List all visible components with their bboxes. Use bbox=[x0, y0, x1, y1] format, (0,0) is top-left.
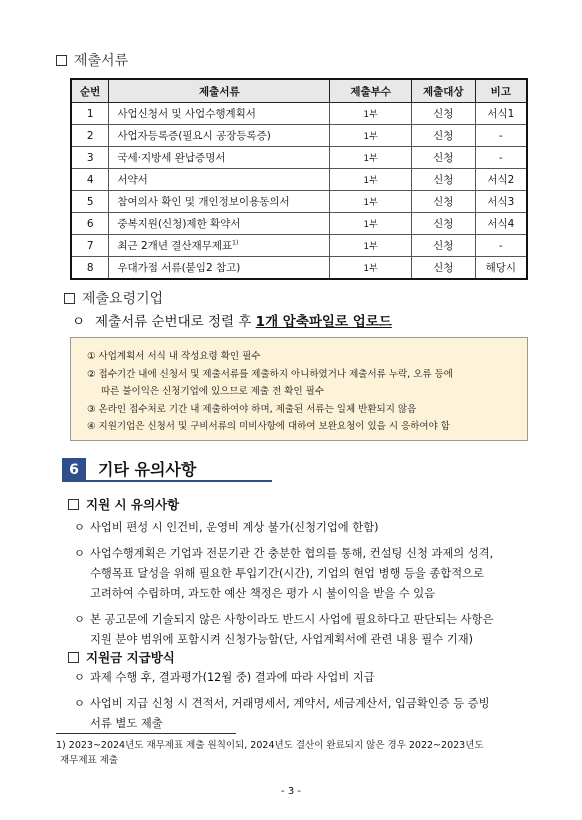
cell-copies-text: 1부 bbox=[363, 264, 378, 274]
cell-no-text: 3 bbox=[86, 151, 94, 164]
cell-target-text: 신청 bbox=[433, 108, 454, 120]
checkbox-square-icon bbox=[68, 499, 79, 510]
cell-copies bbox=[330, 125, 412, 147]
list-item-text: 본 공고문에 기술되지 않은 사항이라도 반드시 사업에 필요하다고 판단되는 사항은 bbox=[90, 613, 494, 626]
table-row bbox=[71, 147, 527, 169]
header-no: 순번 bbox=[71, 79, 109, 103]
cell-copies bbox=[330, 103, 412, 125]
cell-copies bbox=[330, 191, 412, 213]
section6-heading bbox=[62, 458, 272, 482]
cell-copies bbox=[330, 169, 412, 191]
cell-copies bbox=[330, 257, 412, 280]
cell-no-text: 6 bbox=[86, 217, 94, 230]
cell-target-text: 신청 bbox=[433, 152, 454, 164]
cell-doc-name-text: 국세·지방세 완납증명서 bbox=[117, 152, 226, 164]
cell-target-text: 신청 bbox=[433, 196, 454, 208]
cell-doc-name-text: 우대가점 서류(붙임2 참고) bbox=[117, 262, 241, 274]
cell-copies-text: 1부 bbox=[363, 110, 378, 120]
table-header-row bbox=[71, 79, 527, 103]
documents-table bbox=[70, 78, 528, 280]
section-guide-heading bbox=[64, 288, 163, 308]
circle-bullet-icon: ㅇ bbox=[74, 613, 85, 626]
list-item-text: 고려하여 수립하며, 과도한 예산 책정은 평가 시 불이익을 받을 수 있음 bbox=[90, 587, 436, 600]
circle-bullet-icon: ㅇ bbox=[74, 547, 85, 560]
header-note: 비고 bbox=[475, 79, 527, 103]
cell-doc-name bbox=[109, 125, 330, 147]
cell-target-text: 신청 bbox=[433, 218, 454, 230]
list-item-text: 과제 수행 후, 결과평가(12월 중) 결과에 따라 사업비 지급 bbox=[90, 671, 375, 684]
cell-target bbox=[411, 169, 475, 191]
list-item-text: 서류 별도 제출 bbox=[90, 717, 163, 730]
note-line: ② 접수기간 내에 신청서 및 제출서류를 제출하지 아니하였거나 제출서류 누락, 오류 등에 bbox=[87, 368, 453, 380]
circle-bullet-icon: ㅇ bbox=[74, 521, 85, 534]
cell-target bbox=[411, 213, 475, 235]
cell-note-text: 서식4 bbox=[487, 218, 515, 230]
circle-bullet-icon: ㅇ bbox=[74, 671, 85, 684]
checkbox-square-icon bbox=[68, 652, 79, 663]
cell-copies-text: 1부 bbox=[363, 242, 378, 252]
sub1-title: 지원 시 유의사항 bbox=[86, 497, 180, 512]
page-number: - 3 - bbox=[281, 786, 301, 797]
table-row bbox=[71, 103, 527, 125]
checkbox-square-icon bbox=[56, 55, 67, 66]
cell-copies bbox=[330, 147, 412, 169]
cell-target-text: 신청 bbox=[433, 262, 454, 274]
cell-no bbox=[71, 169, 109, 191]
divider bbox=[86, 480, 272, 482]
list-item-text: 지원 분야 범위에 포함시켜 신청가능함(단, 사업계획서에 관련 내용 필수 기재) bbox=[90, 633, 474, 646]
footnote-divider bbox=[56, 733, 236, 734]
cell-note-text: 서식1 bbox=[487, 108, 515, 120]
cell-note bbox=[475, 125, 527, 147]
sub1-heading bbox=[68, 495, 179, 513]
cell-note bbox=[475, 213, 527, 235]
cell-copies-text: 1부 bbox=[363, 154, 378, 164]
guide-bullet-emphasis: 1개 압축파일로 업로드 bbox=[255, 314, 392, 330]
list-item-text: 수행목표 달성을 위해 필요한 투입기간(시간), 기업의 현업 병행 등을 종합적으로 bbox=[90, 567, 484, 580]
cell-no bbox=[71, 191, 109, 213]
cell-note-text: 해당시 bbox=[485, 262, 517, 274]
cell-note-text: - bbox=[498, 129, 503, 142]
cell-doc-name bbox=[109, 191, 330, 213]
list-item-text: 사업비 편성 시 인건비, 운영비 계상 불가(신청기업에 한함) bbox=[90, 521, 379, 534]
cell-target-text: 신청 bbox=[433, 240, 454, 252]
cell-note-text: 서식2 bbox=[487, 174, 515, 186]
footnote-marker: 1) bbox=[232, 239, 239, 247]
section-guide-title: 제출요령기업 bbox=[82, 291, 164, 307]
cell-doc-name-text: 참여의사 확인 및 개인정보이용동의서 bbox=[117, 196, 290, 208]
table-row bbox=[71, 257, 527, 280]
header-copies: 제출부수 bbox=[330, 79, 412, 103]
checkbox-square-icon bbox=[64, 293, 75, 304]
footnote-line: 재무제표 제출 bbox=[60, 755, 119, 766]
circle-bullet-icon: ㅇ bbox=[74, 697, 85, 710]
section-docs-heading bbox=[56, 50, 128, 70]
cell-copies-text: 1부 bbox=[363, 220, 378, 230]
cell-note bbox=[475, 147, 527, 169]
cell-no-text: 2 bbox=[86, 129, 94, 142]
cell-doc-name bbox=[109, 213, 330, 235]
cell-doc-name bbox=[109, 257, 330, 280]
cell-doc-name-text: 최근 2개년 결산재무제표 bbox=[117, 240, 233, 252]
cell-note bbox=[475, 191, 527, 213]
notice-box bbox=[70, 337, 528, 441]
note-line: ① 사업계획서 서식 내 작성요령 확인 필수 bbox=[87, 351, 261, 362]
cell-copies-text: 1부 bbox=[363, 176, 378, 186]
cell-doc-name bbox=[109, 147, 330, 169]
cell-copies bbox=[330, 213, 412, 235]
list-item-text: 사업수행계획은 기업과 전문기관 간 충분한 협의를 통해, 컨설팅 신청 과제의 성격, bbox=[90, 547, 494, 560]
table-row bbox=[71, 125, 527, 147]
cell-copies-text: 1부 bbox=[363, 132, 378, 142]
cell-copies bbox=[330, 235, 412, 257]
cell-target-text: 신청 bbox=[433, 174, 454, 186]
sub2-title: 지원금 지급방식 bbox=[86, 650, 175, 665]
table-row bbox=[71, 235, 527, 257]
note-line: ④ 지원기업은 신청서 및 구비서류의 미비사항에 대하여 보완요청이 있을 시 응하여야 함 bbox=[87, 421, 450, 432]
cell-no-text: 7 bbox=[86, 239, 94, 252]
section6-title: 기타 유의사항 bbox=[98, 460, 197, 479]
cell-target bbox=[411, 257, 475, 280]
sub2-heading bbox=[68, 648, 175, 666]
cell-note-text: - bbox=[498, 239, 503, 252]
cell-doc-name-text: 사업자등록증(필요시 공장등록증) bbox=[117, 130, 271, 142]
cell-doc-name bbox=[109, 169, 330, 191]
cell-target bbox=[411, 147, 475, 169]
table-row bbox=[71, 169, 527, 191]
cell-note bbox=[475, 169, 527, 191]
cell-target bbox=[411, 103, 475, 125]
cell-doc-name-text: 중복지원(신청)제한 확약서 bbox=[117, 218, 241, 230]
cell-doc-name bbox=[109, 103, 330, 125]
cell-target bbox=[411, 191, 475, 213]
cell-note-text: - bbox=[498, 151, 503, 164]
cell-doc-name bbox=[109, 235, 330, 257]
cell-no bbox=[71, 125, 109, 147]
cell-no-text: 4 bbox=[86, 173, 94, 186]
table-row bbox=[71, 191, 527, 213]
guide-bullet bbox=[72, 310, 392, 330]
circle-bullet-icon: ㅇ bbox=[72, 314, 86, 330]
cell-no-text: 8 bbox=[86, 261, 94, 274]
cell-doc-name-text: 서약서 bbox=[117, 174, 148, 186]
cell-no-text: 1 bbox=[86, 107, 94, 120]
cell-copies-text: 1부 bbox=[363, 198, 378, 208]
cell-no bbox=[71, 213, 109, 235]
cell-doc-name-text: 사업신청서 및 사업수행계획서 bbox=[117, 108, 256, 120]
section-docs-title: 제출서류 bbox=[74, 53, 129, 69]
table-row bbox=[71, 213, 527, 235]
section-number-badge: 6 bbox=[62, 458, 86, 482]
cell-note bbox=[475, 257, 527, 280]
cell-target bbox=[411, 235, 475, 257]
cell-no bbox=[71, 103, 109, 125]
guide-bullet-text: 제출서류 순번대로 정렬 후 bbox=[95, 314, 256, 330]
cell-target-text: 신청 bbox=[433, 130, 454, 142]
cell-note bbox=[475, 103, 527, 125]
note-line: ③ 온라인 접수처로 기간 내 제출하여야 하며, 제출된 서류는 일체 반환되지 않음 bbox=[87, 403, 417, 415]
cell-note-text: 서식3 bbox=[487, 196, 515, 208]
footnote-line: 1) 2023~2024년도 재무제표 제출 원칙이되, 2024년도 결산이 완료되지 않은 경우 2022~2023년도 bbox=[56, 740, 484, 751]
cell-no bbox=[71, 257, 109, 280]
list-item-text: 사업비 지급 신청 시 견적서, 거래명세서, 계약서, 세금계산서, 입금확인증 등 증빙 bbox=[90, 697, 490, 710]
cell-no-text: 5 bbox=[86, 195, 94, 208]
cell-note bbox=[475, 235, 527, 257]
header-doc: 제출서류 bbox=[109, 79, 330, 103]
footnote bbox=[56, 738, 484, 768]
cell-no bbox=[71, 147, 109, 169]
cell-target bbox=[411, 125, 475, 147]
header-target: 제출대상 bbox=[411, 79, 475, 103]
cell-no bbox=[71, 235, 109, 257]
note-line: 따른 불이익은 신청기업에 있으므로 제출 전 확인 필수 bbox=[101, 386, 325, 397]
